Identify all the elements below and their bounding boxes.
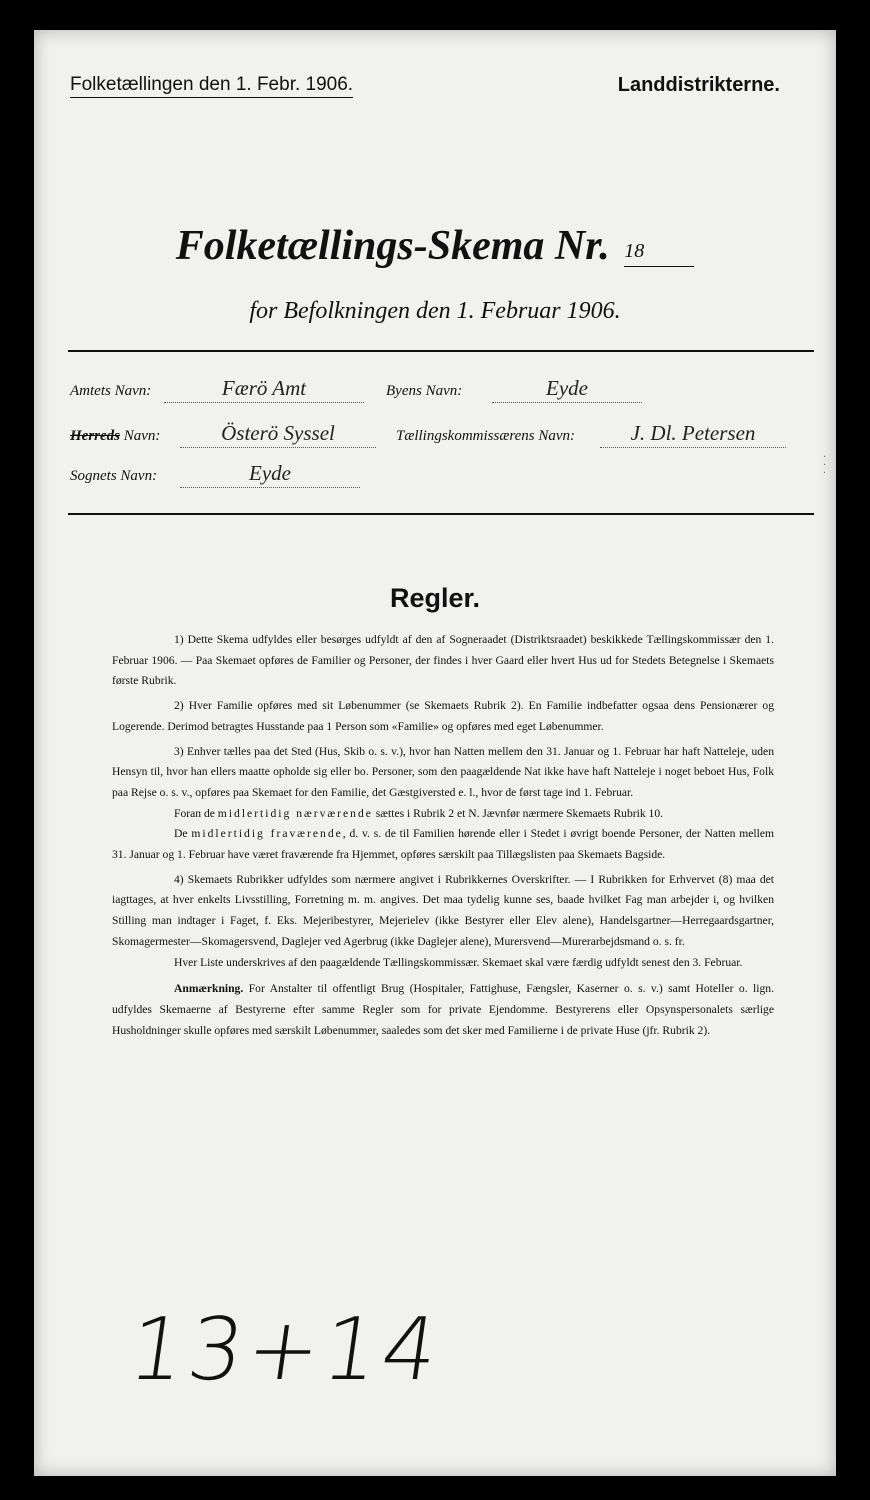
rule-3-absent-post: , d. v. s. de til Familien hørende eller i Stedet i øvrigt boende Personer, der Natten mellem 31. Januar og 1. Februar have været fraværende fra Hjemmet, opføres særskilt paa Tillægslisten paa Skemaets Bagside. [112, 827, 774, 862]
divider-top [68, 350, 814, 352]
header-district-type: Landdistrikterne. [617, 74, 780, 96]
note-label: Anmærkning. [174, 982, 244, 996]
kommissaer-label: Tællingskommissærens Navn: [396, 428, 576, 444]
rule-3-present-post: sættes i Rubrik 2 et N. Jævnfør nærmere Skemaets Rubrik 10. [375, 806, 664, 820]
herred-value: Österö Syssel [180, 421, 376, 448]
kommissaer-value: J. Dl. Petersen [600, 421, 786, 448]
census-form-sheet [34, 30, 836, 1476]
rule-2: 2) Hver Familie opføres med sit Løbenummer (se Skemaets Rubrik 2). En Familie indbefatter ogsaa dens Pensionærer og Logerende. Derimod betragtes Husstande paa 1 Person som «Familie» og opføres med eget Løbenummer. [112, 699, 774, 733]
amt-label: Amtets Navn: [70, 383, 152, 399]
rule-4: 4) Skemaets Rubrikker udfyldes som nærmere angivet i Rubrikkernes Overskrifter. — I Rubrikken for Erhvervet (8) maa det iagttages, at hver enkelts Livsstilling, Forretning m. m. angives. Det maa tydelig kunne ses, baade hvilket Fag man arbejder i, og hvilken Stilling man indtager i Faget, f. Eks. Mejeribestyrer, Mejerielev (ikke Bestyrer eller Elev alene), Handelsgartner—Herregaardsgartner, Skomagermester—Skomagersvend, Daglejer ved Agerbrug (ikke Daglejer alene), Murersvend—Murerarbejdsmand o. s. fr. [112, 872, 774, 948]
rule-3: 3) Enhver tælles paa det Sted (Hus, Skib o. s. v.), hvor han Natten mellem den 31. Januar og 1. Februar har haft Natteleje, uden Hensyn til, hvor han ellers maatte opholde sig eller bo. Personer, som den paagældende Nat ikke have haft Natteleje i noget beboet Hus, Folk paa Rejse o. s. v., opføres paa Skemaet for den Familie, det Gæstgiversted e. l., hvor de først tage ind 1. Februar. [112, 744, 774, 799]
form-number: 18 [624, 240, 694, 267]
rule-3-absent-pre: De [174, 827, 188, 841]
header-census-date: Folketællingen den 1. Febr. 1906. [70, 74, 353, 98]
rule-3-absent-emph: midlertidig fraværende [191, 827, 343, 841]
rule-3-absent [112, 824, 774, 865]
rules-heading: Regler. [389, 583, 481, 613]
form-subtitle: for Befolkningen den 1. Februar 1906. [249, 298, 621, 324]
note [112, 979, 774, 1041]
rule-3-present [112, 804, 774, 825]
by-value: Eyde [492, 376, 642, 403]
rules-body [112, 630, 774, 1041]
sogn-value: Eyde [180, 461, 360, 488]
rule-3-present-pre: Foran de [174, 806, 215, 820]
amt-value: Færö Amt [164, 376, 364, 403]
note-text: For Anstalter til offentligt Brug (Hospitaler, Fattighuse, Fængsler, Kaserner o. s. v.) samt Hoteller o. lign. udfyldes Skemaerne af Bestyrerne efter samme Regler som for private Ejendomme. Bestyrerens eller Opsynspersonalets særlige Husholdninger skulle opføres med særskilt Løbenummer, saaledes som det sker med Familierne i de private Huse (jfr. Rubrik 2). [112, 982, 774, 1037]
form-title-text: Folketællings-Skema Nr. [175, 223, 610, 269]
herred-label-struck: Herreds [70, 428, 120, 444]
rule-1: 1) Dette Skema udfyldes eller besørges udfyldt af den af Sogneraadet (Distriktsraadet) beskikkede Tællingskommissær den 1. Februar 1906. — Paa Skemaet opføres de Familier og Personer, der findes i hver Gaard eller hvert Hus ud for Stedets Betegnelse i Skemaets første Rubrik. [112, 633, 774, 688]
herred-label [70, 428, 160, 445]
divider-bottom [68, 513, 814, 515]
rule-3-present-emph: midlertidig nærværende [217, 806, 373, 820]
form-title [34, 222, 836, 270]
rule-4-signature: Hver Liste underskrives af den paagældende Tællingskommissær. Skemaet skal være færdig udfyldt senest den 3. Februar. [174, 955, 743, 969]
by-label: Byens Navn: [386, 383, 463, 399]
sogn-label: Sognets Navn: [70, 468, 158, 484]
herred-label-text: Navn: [123, 428, 161, 444]
margin-marks: · · · [822, 452, 826, 479]
handwritten-annotation: 13+14 [122, 1300, 448, 1400]
